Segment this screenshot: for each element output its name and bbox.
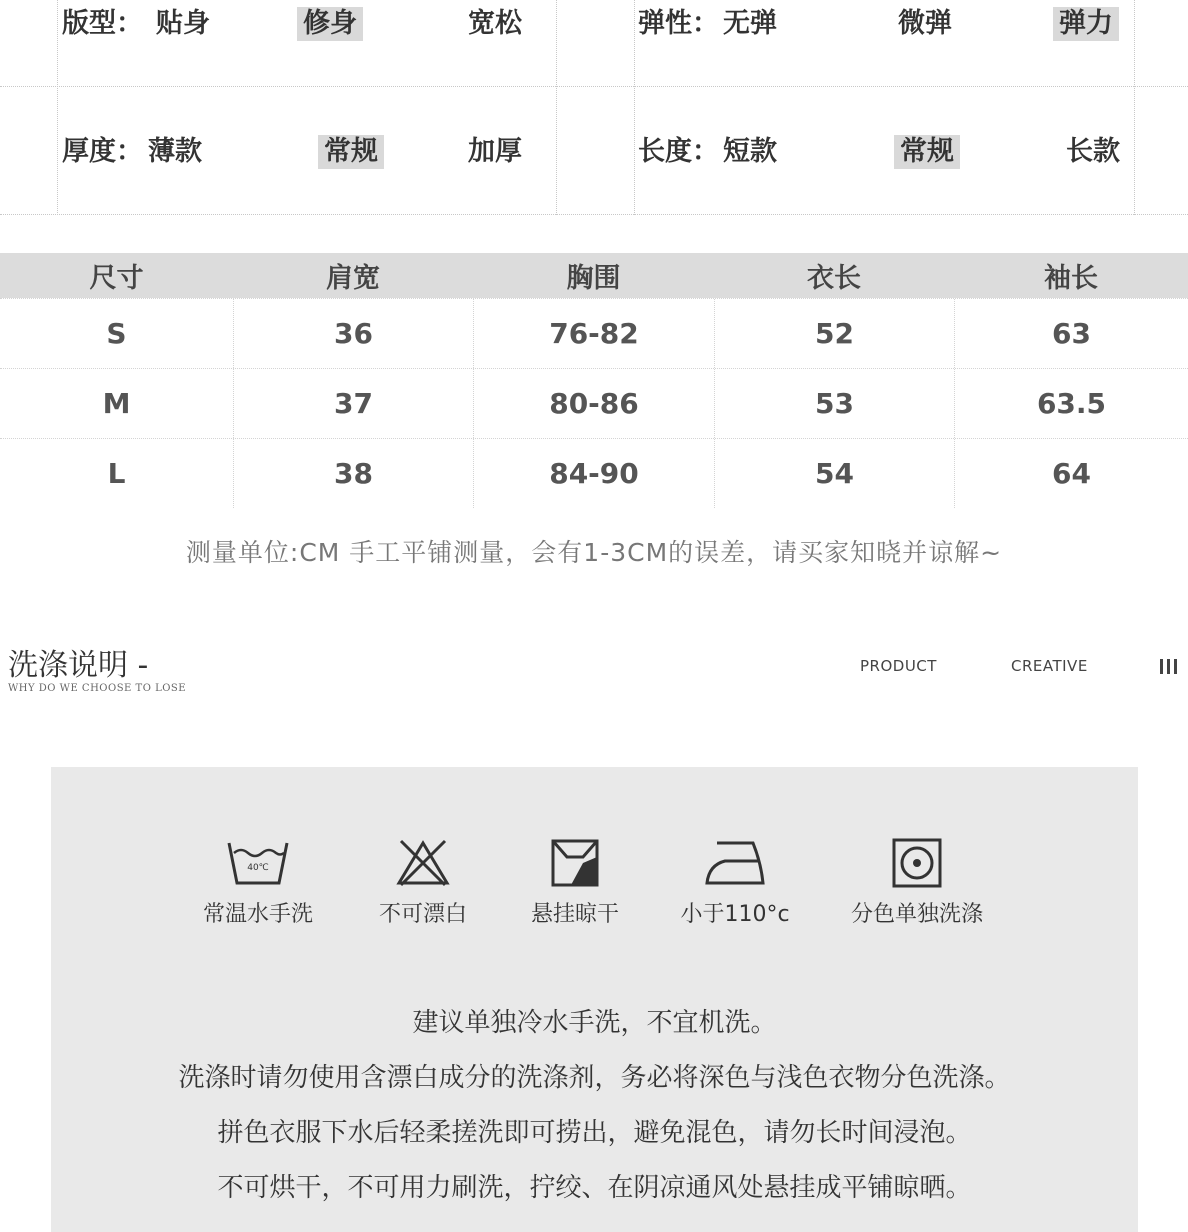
measure-note: 测量单位:CM 手工平铺测量，会有1-3CM的误差，请买家知晓并谅解~ — [185, 538, 1003, 567]
grid-divider — [556, 0, 557, 215]
care-label: 不可漂白 — [378, 902, 467, 927]
table-cell: 84-90 — [473, 439, 714, 508]
separate-wash-icon — [891, 837, 943, 889]
table-cell: 64 — [954, 439, 1188, 508]
instruction-line: 洗涤时请勿使用含漂白成分的洗涤剂，务必将深色与浅色衣物分色洗涤。 — [178, 1063, 1011, 1093]
fit-option-tight: 贴身 — [156, 8, 210, 39]
table-cell: 80-86 — [473, 369, 714, 438]
table-cell: 38 — [233, 439, 473, 508]
care-item — [679, 837, 791, 928]
table-cell: 63.5 — [954, 369, 1188, 438]
table-cell: 52 — [714, 299, 954, 368]
table-row — [0, 438, 1188, 508]
fit-option-loose: 宽松 — [468, 8, 522, 39]
length-label: 长度： — [638, 136, 719, 167]
length-option-short: 短款 — [723, 136, 777, 167]
iron-icon — [703, 837, 767, 889]
length-option-long: 长款 — [1066, 136, 1120, 167]
care-label: 悬挂晾干 — [530, 902, 619, 927]
elasticity-option-slight: 微弹 — [898, 8, 952, 39]
thickness-label: 厚度： — [62, 136, 143, 167]
elasticity-label: 弹性： — [638, 8, 719, 39]
thickness-option-thick: 加厚 — [468, 136, 522, 167]
table-cell: L — [107, 457, 126, 490]
table-row — [0, 368, 1188, 438]
section-subtitle: WHY DO WE CHOOSE TO LOSE — [8, 683, 187, 694]
care-label: 常温水手洗 — [202, 902, 313, 927]
svg-text:40℃: 40℃ — [247, 863, 269, 873]
grid-divider — [634, 0, 635, 215]
table-cell: 36 — [233, 299, 473, 368]
table-cell: M — [102, 387, 131, 420]
thickness-option-thin: 薄款 — [148, 136, 202, 167]
fit-option-slim-selected: 修身 — [297, 7, 363, 41]
length-option-regular-selected: 常规 — [894, 135, 960, 169]
size-table-header — [0, 253, 1188, 298]
grid-divider — [0, 86, 1188, 87]
header-length: 衣长 — [807, 263, 861, 294]
care-item — [523, 837, 627, 928]
instruction-line: 拼色衣服下水后轻柔搓洗即可捞出，避免混色，请勿长时间浸泡。 — [217, 1118, 972, 1148]
grid-divider — [1134, 0, 1135, 215]
thickness-option-regular-selected: 常规 — [318, 135, 384, 169]
nav-product: PRODUCT — [860, 657, 937, 675]
table-cell: 54 — [714, 439, 954, 508]
header-sleeve: 袖长 — [1044, 263, 1098, 294]
instruction-line: 建议单独冷水手洗，不宜机洗。 — [412, 1008, 777, 1038]
menu-bars-icon — [1160, 659, 1178, 674]
care-panel — [51, 767, 1138, 1232]
care-item — [196, 837, 320, 928]
size-table — [0, 253, 1188, 508]
table-cell: 53 — [714, 369, 954, 438]
nav-creative: CREATIVE — [1011, 657, 1088, 675]
table-cell: S — [106, 317, 127, 350]
elasticity-option-none: 无弹 — [723, 8, 777, 39]
fit-label: 版型： — [62, 8, 143, 39]
instruction-line: 不可烘干，不可用力刷洗，拧绞、在阴凉通风处悬挂成平铺晾晒。 — [217, 1173, 972, 1203]
grid-divider — [57, 0, 58, 215]
table-cell: 63 — [954, 299, 1188, 368]
care-label: 分色单独洗涤 — [850, 902, 983, 927]
header-size: 尺寸 — [89, 263, 144, 294]
table-cell: 76-82 — [473, 299, 714, 368]
attribute-grid — [0, 0, 1188, 215]
grid-divider — [0, 214, 1188, 215]
hang-dry-icon — [549, 837, 601, 889]
section-title: 洗涤说明 - — [8, 648, 149, 683]
elasticity-option-stretch-selected: 弹力 — [1053, 7, 1119, 41]
care-label: 小于110°c — [680, 902, 790, 927]
header-shoulder: 肩宽 — [326, 263, 380, 294]
table-cell: 37 — [233, 369, 473, 438]
header-bust: 胸围 — [566, 263, 621, 294]
table-row — [0, 298, 1188, 368]
care-item — [371, 837, 475, 928]
wash-basin-40c-icon — [226, 837, 290, 889]
no-bleach-icon — [395, 837, 451, 889]
care-item — [847, 837, 987, 928]
